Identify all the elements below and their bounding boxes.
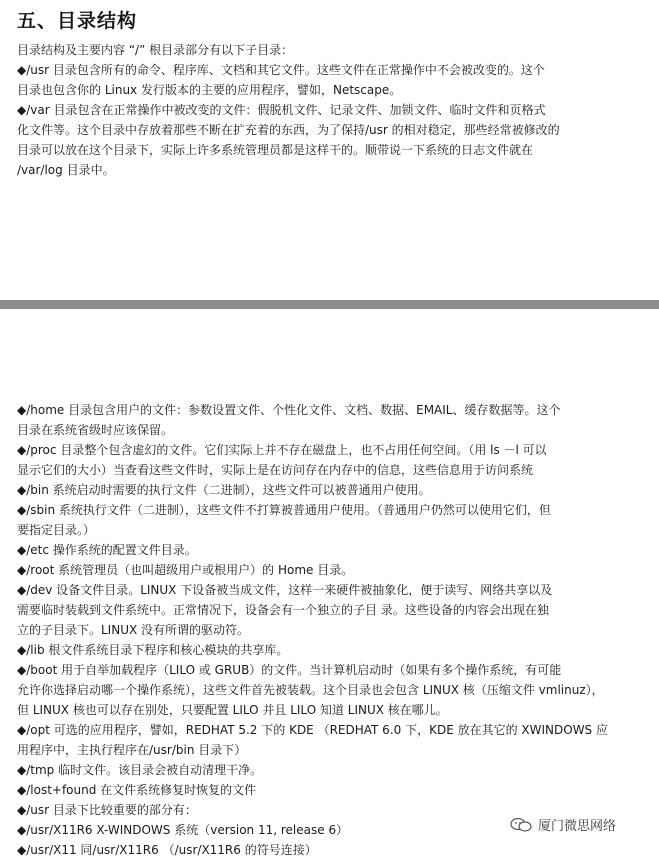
text-line: 目录可以放在这个目录下，实际上许多系统管理员都是这样干的。顺带说一下系统的日志文件就在: [17, 143, 534, 157]
text-line: ◆/usr/X11R6 X-WINDOWS 系统（version 11, release 6）: [17, 823, 349, 837]
text-line: ◆/usr 目录下比较重要的部分有：: [17, 803, 197, 817]
text-line: 要指定目录。）: [17, 523, 96, 537]
top-paragraph: [17, 40, 617, 180]
watermark-text: 厦门微思网络: [538, 819, 617, 834]
text-line: 目录也包含你的 Linux 发行版本的主要的应用程序，譬如，Netscape。: [17, 83, 402, 97]
text-line: ◆/root 系统管理员（也叫超级用户或根用户）的 Home 目录。: [17, 563, 354, 577]
text-line: ◆/usr/X11 同/usr/X11R6 （/usr/X11R6 的符号连接）: [17, 843, 317, 857]
text-line: ◆/proc 目录整个包含虚幻的文件。它们实际上并不存在磁盘上，也不占用任何空间。（用 ls －l 可以: [17, 443, 547, 457]
text-line: /var/log 目录中。: [17, 163, 115, 177]
text-line: ◆/bin 系统启动时需要的执行文件（二进制），这些文件可以被普通用户使用。: [17, 483, 431, 497]
text-line: ◆/var 目录包含在正常操作中被改变的文件：假脱机文件、记录文件、加锁文件、临时文件和页格式: [17, 103, 546, 117]
text-line: 目录在系统省级时应该保留。: [17, 423, 174, 437]
text-line: ◆/boot 用于自举加载程序（LILO 或 GRUB）的文件。当计算机启动时（如果有多个操作系统，有可能: [17, 663, 562, 677]
text-line: 化文件等。这个目录中存放着那些不断在扩充着的东西，为了保持/usr 的相对稳定，那些经常被修改的: [17, 123, 560, 137]
text-line: 目录结构及主要内容 “/” 根目录部分有以下子目录：: [17, 43, 294, 57]
wechat-icon: [510, 818, 532, 832]
watermark: [510, 815, 616, 834]
bottom-paragraph: [17, 400, 617, 860]
text-line: ◆/lost+found 在文件系统修复时恢复的文件: [17, 783, 257, 797]
text-line: ◆/lib 根文件系统目录下程序和核心模块的共享库。: [17, 643, 289, 657]
text-line: ◆/dev 设备文件目录。LINUX 下设备被当成文件，这样一来硬件被抽象化，便于读写、网络共享以及: [17, 583, 553, 597]
text-line: 显示它们的大小）当查看这些文件时，实际上是在访问存在内存中的信息，这些信息用于访问系统: [17, 463, 534, 477]
text-line: 允许你选择启动哪一个操作系统），这些文件首先被装载。这个目录也会包含 LINUX 核（压缩文件 vmlinuz），: [17, 683, 604, 697]
text-line: 立的子目录下。LINUX 没有所谓的驱动符。: [17, 623, 250, 637]
text-line: ◆/home 目录包含用户的文件：参数设置文件、个性化文件、文档、数据、EMAIL、缓存数据等。这个: [17, 403, 561, 417]
text-line: 但 LINUX 核也可以存在别处，只要配置 LILO 并且 LILO 知道 LINUX 核在哪儿。: [17, 703, 448, 717]
text-line: ◆/sbin 系统执行文件（二进制），这些文件不打算被普通用户使用。（普通用户仍然可以使用它们，但: [17, 503, 551, 517]
text-line: ◆/tmp 临时文件。该目录会被自动清理干净。: [17, 763, 263, 777]
text-line: ◆/usr 目录包含所有的命令、程序库、文档和其它文件。这些文件在正常操作中不会被改变的。这个: [17, 63, 545, 77]
text-line: 需要临时装载到文件系统中。正常情况下，设备会有一个独立的子目 录。这些设备的内容会出现在独: [17, 603, 549, 617]
text-line: ◆/etc 操作系统的配置文件目录。: [17, 543, 197, 557]
section-heading: 五、目录结构: [17, 10, 138, 32]
text-line: 用程序中，主执行程序在/usr/bin 目录下）: [17, 743, 247, 757]
page-divider: [0, 300, 659, 309]
text-line: ◆/opt 可选的应用程序，譬如，REDHAT 5.2 下的 KDE （REDHAT 6.0 下，KDE 放在其它的 XWINDOWS 应: [17, 723, 608, 737]
